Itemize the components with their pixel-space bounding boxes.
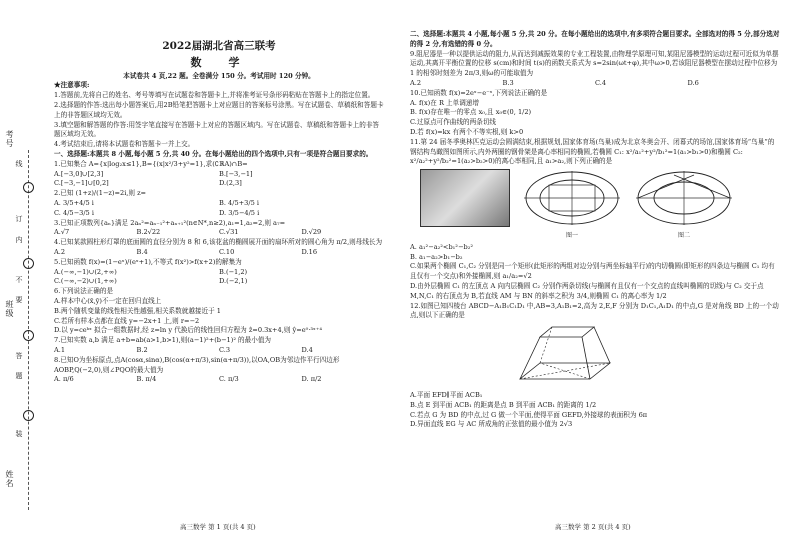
option: C.(−∞,−2)∪(1,+∞): [54, 277, 117, 286]
option: B.两个随机变量的线性相关性越强,相关系数就越接近于 1: [54, 306, 221, 315]
question-7-options: [54, 346, 384, 356]
section-heading: 一、选择题:本题共 8 小题,每小题 5 分,共 40 分。在每小题给出的四个选项中,只有一项是符合题目要求的。: [54, 149, 373, 158]
question-12: 12.如图已知四棱台 ABCD−A₁B₁C₁D₁ 中,AB=3,A₁B₁=2,高为 2,E,F 分别为 D₁C₁,A₁D₁ 的中点,G 是对角线 BD 上的一个动点,则以下正确的是: [410, 301, 779, 320]
figure-caption: 图二: [677, 231, 690, 239]
binding-hole: [23, 410, 34, 421]
option: A.1: [54, 345, 66, 354]
left-page-footer: 高三数学 第 1 页(共 4 页): [180, 523, 256, 531]
binding-word: 要: [15, 296, 23, 303]
question-11-figures: [420, 169, 780, 241]
question-11: 11.第 24 届冬季奥林匹克运动会圆满结束,根据规划,国家体育场(鸟巢)成为北京冬奥会开、闭幕式的场馆,国家体育场“鸟巢”的钢结构鸟瞰图如图所示,内外两圈的钢骨架是离心率相同的椭圆,若椭圆 C₁: x²/a₁²+y²/b₁²=1(a₁>b₁>0)和椭圆 C₂: x²/a₂²+y²/b₂²=1(a₂>b₂>0)的离心率相同,且 a₁>a₂,则下列正确的是: [410, 137, 775, 166]
diagonal-ac: [520, 363, 610, 379]
ellipse-figure-2: [634, 169, 734, 241]
option: C.若点 G 为 BD 的中点,过 G 做一个平面,使得平面 GEFD,外接球的表面积为 6π: [410, 410, 648, 419]
option: C.√31: [219, 228, 239, 237]
question-2-options: [54, 199, 384, 219]
question-6: 6.下列说法正确的是: [54, 287, 114, 296]
left-page: [54, 30, 384, 535]
question-3-options: [54, 228, 384, 238]
binding-word: 题: [15, 372, 23, 379]
question-5-options: [54, 268, 384, 288]
frustum-top: [540, 327, 594, 337]
question-3: 3.已知正项数列{aₙ}满足 2aₙ²=aₙ₋₁²+aₙ₊₁²(n∈N*,n≥2),a₁=1,a₂=2,则 a₇=: [54, 218, 286, 227]
option: A. a₁²−a₂²<b₁²−b₂²: [410, 242, 473, 251]
option: B.3: [502, 78, 514, 87]
exam-number-field-label: 考号: [5, 130, 14, 148]
option: A.2: [410, 78, 422, 87]
name-field-label: 姓名: [5, 470, 14, 488]
option: D.异面直线 EG 与 AC 所成角的正弦值的最小值为 2√3: [410, 420, 573, 429]
ellipse-figure-1-svg: [522, 169, 622, 227]
option: D.16: [301, 247, 318, 256]
option: B.(−1,2): [219, 267, 248, 276]
notice-item: 1.答题前,先将自己的姓名、考号等填写在试题卷和答题卡上,并将准考证号条形码粘贴在答题卡上的指定位置。: [54, 91, 375, 100]
binding-margin: [0, 0, 34, 551]
question-1: 1.已知集合 A={x|log₂x≤1},B={(x|x²/3+y²=1},求(∁ℝA)∩B=: [54, 159, 248, 168]
option: B. π/4: [136, 375, 157, 384]
section-heading: 二、选择题:本题共 4 小题,每小题 5 分,共 20 分。在每小题给出的选项中,有多项符合题目要求。全部选对的得 5 分,部分选对的得 2 分,有选错的得 0 分。: [410, 30, 780, 48]
binding-word: 不: [15, 276, 23, 283]
option: A.平面 EFD∥平面 ACB₁: [410, 390, 483, 399]
frustum-figure: [510, 323, 780, 389]
subject-title: 数 学: [190, 55, 248, 69]
binding-hole: [23, 258, 34, 269]
notice-item: 3.填空题和解答题的作答:用签字笔直接写在答题卡上对应的答题区域内。写在试题卷、草稿纸和答题卡上的非答题区域均无效。: [54, 120, 380, 139]
question-2: 2.已知 (1+z)/(1−z)=2i,则 z=: [54, 189, 147, 198]
option: A.2: [54, 247, 66, 256]
figure-caption: 图一: [565, 231, 578, 239]
question-1-options: [54, 170, 384, 190]
question-7: 7.已知实数 a,b 满足 a+b=ab(a>1,b>1),则(a−1)²+(b−1)² 的最小值为: [54, 336, 272, 345]
option: C.过原点可作曲线的两条切线: [410, 118, 497, 127]
option: B.2: [136, 345, 148, 354]
notice-item: 4.考试结束后,请将本试题卷和答题卡一并上交。: [54, 140, 195, 149]
option: B.4: [136, 247, 148, 256]
class-field-label: 班级: [5, 300, 14, 318]
question-9-options: [410, 79, 780, 89]
option: C. π/3: [219, 375, 239, 384]
option: B. 4/5+3/5 i: [219, 198, 259, 207]
option: C.4: [595, 78, 607, 87]
tangent-line-am: [638, 175, 694, 198]
frustum-edge: [594, 327, 610, 363]
ellipse-figure-1: [522, 169, 622, 241]
notice-title: ★注意事项:: [54, 81, 90, 90]
question-9: 9.阻尼器是一种以提供运动的阻力,从而达到减振效果的专业工程装置,由物理学原理可知,某阻尼器模型的运动过程可近似为单摆运动,其离开平衡位置的位移 s(cm)和时间 t(s)的函数关系式为 s=2sin(ωt+φ),其中ω>0,若该阻尼器模型在摆动过程中位移为 1 的相邻时刻差为 2π/3,则ω的可能取值为: [410, 49, 779, 78]
option: A.√7: [54, 228, 70, 237]
binding-word: 装: [15, 430, 23, 437]
exam-info: 本试卷共 4 页,22 题。全卷满分 150 分。考试用时 120 分钟。: [123, 71, 315, 80]
ellipse-figure-2-svg: [634, 169, 734, 227]
option: D.若 f(x)=kx 有两个不等实根,则 k>0: [410, 127, 524, 136]
option: D.4: [301, 345, 313, 354]
option: C.10: [219, 247, 235, 256]
option: D.(−2,1): [219, 277, 248, 286]
tangent-line-bn: [674, 175, 730, 198]
binding-word: 订: [15, 215, 23, 222]
question-8: 8.已知O为坐标原点,点A(cosα,sinα),B(cos(α+π/3),sin(α+π/3)),以OA,OB为邻边作平行四边形AOBP,Q(−2,0),则∠PQO的最大值为: [54, 355, 340, 374]
option: C.[−3,−1]∪[0,2]: [54, 179, 109, 188]
option: D. π/2: [301, 375, 322, 384]
exam-title: 2022届湖北省高三联考: [162, 40, 276, 52]
option: A. π/6: [54, 375, 74, 384]
frustum-edge: [582, 337, 590, 379]
frustum-svg: [510, 323, 620, 385]
notice-item: 2.选择题的作答:选出每小题答案后,用2B铅笔把答题卡上对应题目的答案标号涂黑。写在试题卷、草稿纸和答题卡上的非答题区域均无效。: [54, 100, 384, 119]
option: A. f(x)在 R 上单调递增: [410, 98, 479, 107]
option: D.√29: [301, 228, 322, 237]
option: C.若所有样本点都在直线 y=−2x+1 上,则 r=−2: [54, 316, 200, 325]
option: B. a₁−a₂>b₁−b₂: [410, 252, 463, 261]
right-page: [410, 30, 780, 535]
binding-word: 线: [15, 160, 23, 167]
option: B. f(x)存在唯一的零点 x₀,且 x₀∈(0, 1/2): [410, 108, 532, 117]
option: B.2√22: [136, 228, 161, 237]
option: D.(2,3]: [219, 179, 242, 188]
binding-hole: [23, 182, 34, 193]
option: A.(−∞,−1)∪(2,+∞): [54, 267, 117, 276]
question-4-options: [54, 248, 384, 258]
stadium-photo: [420, 169, 510, 227]
option: D. 3/5−4/5 i: [219, 208, 260, 217]
option: C.如果两个椭圆 C₁,C₂ 分别是同一个矩形(此矩形的两组对边分别与两坐标轴平行)的内切椭圆(即矩形的四条边与椭圆 C₁ 均有且仅有一个交点)和外接椭圆,则 a₁/a₂=√2: [410, 262, 775, 281]
option: D.由外层椭圆 C₁ 的左顶点 A 向内层椭圆 C₂ 分别作两条切线(与椭圆有且仅有一个交点的直线叫椭圆的切线)与 C₂ 交于点 M,N,C₁ 的右顶点为 B,若直线 AM 与 BN 的斜率之积为 3/4,则椭圆 C₁ 的离心率为 1/2: [410, 281, 764, 300]
option: C. 4/5−3/5 i: [54, 208, 94, 217]
option: D.以 y=ceᵏˣ 拟合一组数据时,经 z=ln y 代换后的线性回归方程为 ẑ=0.3x+4,则 ŷ=e⁰·³ˣ⁺⁴: [54, 326, 322, 335]
frustum-edge: [520, 337, 540, 379]
option: B.[−3,−1]: [219, 169, 253, 178]
question-10: 10.已知函数 f(x)=2eˣ−e⁻ˣ,下列说法正确的是: [410, 88, 548, 97]
binding-word: 答: [15, 352, 23, 359]
question-5: 5.已知函数 f(x)=(1−eˣ)/(eˣ+1),不等式 f(x²)>f(x+2)的解集为: [54, 257, 242, 266]
right-page-footer: 高三数学 第 2 页(共 4 页): [555, 523, 631, 531]
binding-word: 内: [15, 236, 23, 243]
question-4: 4.已知某款圆柱形灯罩的底面圆的直径分别为 8 和 6,该花盆的椭圆展开面的扇环所对的圆心角为 π/2,则母线长为: [54, 238, 383, 247]
option: C.3: [219, 345, 231, 354]
binding-hole: [23, 330, 34, 341]
option: A.[−3,0]∪[2,3]: [54, 169, 104, 178]
question-8-options: [54, 375, 384, 385]
option: B.点 E 到平面 ACB₁ 的距离是点 B 到平面 ACB₁ 的距离的 1/2: [410, 400, 597, 409]
option: A.样本中心(x̄,ȳ)不一定在回归直线上: [54, 296, 162, 305]
option: D.6: [687, 78, 699, 87]
option: A. 3/5+4/5 i: [54, 198, 94, 207]
